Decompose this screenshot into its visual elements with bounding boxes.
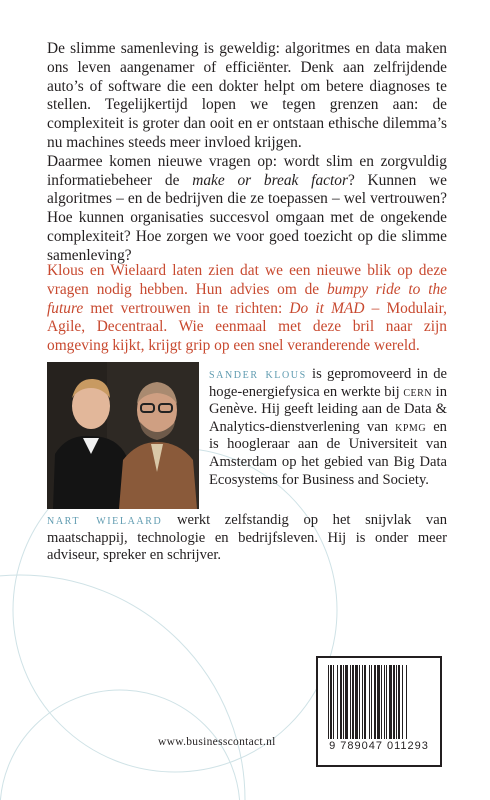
pitch-part-c: – Modulair, Agile, Decentraal. Wie eenmaal met deze bril naar zijn omgeving kijkt, krijgt grip op een snel veranderende wereld. bbox=[47, 299, 447, 355]
author-bio-klous bbox=[209, 366, 447, 489]
pitch-part-b: met vertrouwen in te richten: bbox=[83, 299, 290, 317]
bio1-text-1: is gepromoveerd in de hoge-energiefysica en werkte bij bbox=[209, 366, 447, 400]
bio1-text-2: in Genève. Hij geeft leiding aan de Data & Analytics-dienstverlening van bbox=[209, 383, 448, 435]
bio2-text: werkt zelfstandig op het snijvlak van maatschappij, technologie en bedrijfsleven. Hij is onder meer adviseur, spreker en schrijver. bbox=[47, 512, 447, 564]
barcode-icon bbox=[326, 665, 432, 739]
isbn-number: 9 789047 011293 bbox=[329, 740, 429, 752]
author-bio-wielaard bbox=[47, 512, 447, 565]
pitch-italic-2: Do it MAD bbox=[289, 299, 365, 317]
author-photo-drawing bbox=[47, 362, 199, 509]
intro-paragraph-2 bbox=[47, 153, 447, 266]
intro-p2-italic: make or break factor bbox=[192, 171, 348, 189]
author-photo bbox=[47, 362, 199, 509]
author-name-wielaard: nart wielaard bbox=[47, 512, 163, 528]
author-name-klous: sander klous bbox=[209, 366, 307, 382]
bio1-kpmg: kpmg bbox=[395, 418, 427, 435]
bio1-text-3: en is hoogleraar aan de Universiteit van Amsterdam op het gebied van Big Data Ecosystems for Business and Society. bbox=[209, 418, 447, 488]
pitch-italic-1: bumpy ride to the future bbox=[47, 280, 447, 317]
pitch-part-a: Klous en Wielaard laten zien dat we een nieuwe blik op deze vragen nodig hebben. Hun advies om de bbox=[47, 262, 447, 298]
barcode-box bbox=[316, 656, 442, 767]
pitch-text bbox=[47, 262, 447, 356]
intro-text bbox=[47, 40, 447, 266]
intro-paragraph-1: De slimme samenleving is geweldig: algoritmes en data maken ons leven aangenamer of efficiënter. Denk aan zelfrijdende auto’s of software die een dokter helpt om betere diagnoses te stellen. Tegelijkertijd lopen we tegen grenzen aan: de complexiteit is groter dan ooit en er ontstaan ethische dilemma’s nu machines steeds meer invloed krijgen. bbox=[47, 40, 447, 151]
intro-p2-part-a: Daarmee komen nieuwe vragen op: wordt slim en zorgvuldig informatiebeheer de bbox=[47, 152, 447, 189]
intro-p2-part-b: ? Kunnen we algoritmes – en de bedrijven die ze toepassen – wel vertrouwen? Hoe kunnen organisaties succesvol omgaan met de ongekende complexiteit? Hoe zorgen we voor goed toezicht op die slimme samenleving? bbox=[47, 171, 447, 264]
bio1-cern: cern bbox=[403, 383, 432, 400]
publisher-url[interactable]: www.businesscontact.nl bbox=[158, 736, 276, 748]
